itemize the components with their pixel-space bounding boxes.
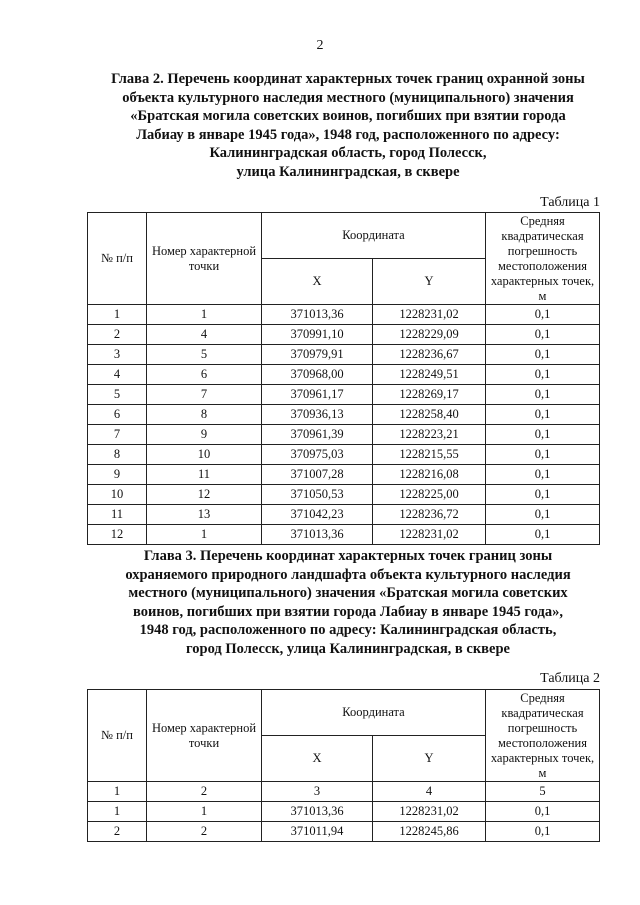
title-line: охраняемого природного ландшафта объекта культурного наследия (125, 566, 571, 583)
x-coordinate-cell: 370961,39 (262, 425, 373, 445)
header-num: № п/п (88, 690, 147, 782)
header-point: Номер характерной точки (147, 213, 262, 305)
y-coordinate-cell: 1228215,55 (373, 445, 486, 465)
header-error: Средняя квадратическая погрешность местоположения характерных точек, м (486, 213, 600, 305)
point-number-cell: 10 (147, 445, 262, 465)
title-line: объекта культурного наследия местного (муниципального) значения (122, 89, 574, 106)
row-number-cell: 8 (88, 445, 147, 465)
row-number-cell: 2 (88, 325, 147, 345)
header-point: Номер характерной точки (147, 690, 262, 782)
error-cell: 0,1 (486, 802, 600, 822)
y-coordinate-cell: 1228245,86 (373, 822, 486, 842)
error-cell: 0,1 (486, 345, 600, 365)
title-line: «Братская могила советских воинов, погибших при взятии города (130, 108, 566, 125)
table-row (88, 425, 600, 445)
x-coordinate-cell: 371013,36 (262, 802, 373, 822)
coordinates-table-1 (87, 212, 600, 545)
y-coordinate-cell: 1228269,17 (373, 385, 486, 405)
title-line: Глава 3. Перечень координат характерных точек границ зоны (143, 548, 553, 564)
row-number-cell: 11 (88, 505, 147, 525)
error-cell: 0,1 (486, 445, 600, 465)
table-row (88, 445, 600, 465)
table-row (88, 485, 600, 505)
error-cell: 0,1 (486, 305, 600, 325)
table-1-caption: Таблица 1 (540, 195, 600, 210)
table-row (88, 525, 600, 545)
row-number-cell: 1 (88, 802, 147, 822)
error-cell: 0,1 (486, 465, 600, 485)
table-row (88, 802, 600, 822)
row-number-cell: 3 (88, 345, 147, 365)
error-cell: 0,1 (486, 405, 600, 425)
error-cell: 0,1 (486, 822, 600, 842)
point-number-cell: 1 (147, 802, 262, 822)
table-row (88, 365, 600, 385)
header-coordinate: Координата (262, 213, 486, 259)
row-number-cell: 9 (88, 465, 147, 485)
y-coordinate-cell: 1228236,72 (373, 505, 486, 525)
y-coordinate-cell: 1228229,09 (373, 325, 486, 345)
row-number-cell: 2 (88, 822, 147, 842)
x-coordinate-cell: 371042,23 (262, 505, 373, 525)
y-coordinate-cell: 1228258,40 (373, 405, 486, 425)
chapter-3-title (88, 547, 608, 659)
x-coordinate-cell: 371011,94 (262, 822, 373, 842)
y-coordinate-cell: 1228216,08 (373, 465, 486, 485)
row-number-cell: 6 (88, 405, 147, 425)
column-number: 2 (147, 782, 262, 802)
point-number-cell: 9 (147, 425, 262, 445)
error-cell: 0,1 (486, 525, 600, 545)
point-number-cell: 1 (147, 305, 262, 325)
row-number-cell: 5 (88, 385, 147, 405)
point-number-cell: 7 (147, 385, 262, 405)
header-num: № п/п (88, 213, 147, 305)
point-number-cell: 4 (147, 325, 262, 345)
row-number-cell: 1 (88, 305, 147, 325)
header-error: Средняя квадратическая погрешность местоположения характерных точек, м (486, 690, 600, 782)
table-row (88, 345, 600, 365)
y-coordinate-cell: 1228231,02 (373, 525, 486, 545)
point-number-cell: 6 (147, 365, 262, 385)
column-number: 4 (373, 782, 486, 802)
row-number-cell: 4 (88, 365, 147, 385)
page-number: 2 (316, 38, 324, 53)
table-row (88, 505, 600, 525)
point-number-cell: 1 (147, 525, 262, 545)
x-coordinate-cell: 370991,10 (262, 325, 373, 345)
x-coordinate-cell: 370975,03 (262, 445, 373, 465)
title-line: город Полесск, улица Калининградская, в сквере (186, 640, 510, 657)
title-line: Глава 2. Перечень координат характерных точек границ охранной зоны (111, 71, 585, 87)
column-number: 1 (88, 782, 147, 802)
error-cell: 0,1 (486, 505, 600, 525)
point-number-cell: 8 (147, 405, 262, 425)
x-coordinate-cell: 370936,13 (262, 405, 373, 425)
table-row (88, 385, 600, 405)
header-coordinate: Координата (262, 690, 486, 736)
x-coordinate-cell: 370961,17 (262, 385, 373, 405)
y-coordinate-cell: 1228236,67 (373, 345, 486, 365)
table-row (88, 405, 600, 425)
y-coordinate-cell: 1228249,51 (373, 365, 486, 385)
y-coordinate-cell: 1228225,00 (373, 485, 486, 505)
row-number-cell: 7 (88, 425, 147, 445)
y-coordinate-cell: 1228231,02 (373, 305, 486, 325)
title-line: 1948 год, расположенного по адресу: Калининградская область, (139, 622, 557, 639)
x-coordinate-cell: 371013,36 (262, 305, 373, 325)
column-number: 5 (486, 782, 600, 802)
x-coordinate-cell: 371007,28 (262, 465, 373, 485)
error-cell: 0,1 (486, 365, 600, 385)
error-cell: 0,1 (486, 385, 600, 405)
point-number-cell: 13 (147, 505, 262, 525)
x-coordinate-cell: 370968,00 (262, 365, 373, 385)
x-coordinate-cell: 370979,91 (262, 345, 373, 365)
table-row (88, 465, 600, 485)
chapter-2-title (88, 70, 608, 182)
point-number-cell: 12 (147, 485, 262, 505)
error-cell: 0,1 (486, 425, 600, 445)
point-number-cell: 2 (147, 822, 262, 842)
table-2-caption: Таблица 2 (540, 671, 600, 686)
y-coordinate-cell: 1228231,02 (373, 802, 486, 822)
row-number-cell: 10 (88, 485, 147, 505)
table-row (88, 822, 600, 842)
x-coordinate-cell: 371050,53 (262, 485, 373, 505)
title-line: воинов, погибших при взятии города Лабиау в январе 1945 года», (133, 603, 563, 620)
y-coordinate-cell: 1228223,21 (373, 425, 486, 445)
title-line: Калининградская область, город Полесск, (209, 145, 487, 162)
header-x: X (262, 259, 373, 305)
column-number-row (88, 782, 600, 802)
row-number-cell: 12 (88, 525, 147, 545)
header-y: Y (373, 259, 486, 305)
header-y: Y (373, 736, 486, 782)
title-line: Лабиау в январе 1945 года», 1948 год, расположенного по адресу: (136, 126, 560, 143)
title-line: местного (муниципального) значения «Братская могила советских (128, 585, 568, 602)
x-coordinate-cell: 371013,36 (262, 525, 373, 545)
point-number-cell: 11 (147, 465, 262, 485)
error-cell: 0,1 (486, 485, 600, 505)
column-number: 3 (262, 782, 373, 802)
point-number-cell: 5 (147, 345, 262, 365)
coordinates-table-2 (87, 689, 600, 842)
title-line: улица Калининградская, в сквере (236, 163, 460, 180)
error-cell: 0,1 (486, 325, 600, 345)
table-row (88, 325, 600, 345)
table-row (88, 305, 600, 325)
header-x: X (262, 736, 373, 782)
